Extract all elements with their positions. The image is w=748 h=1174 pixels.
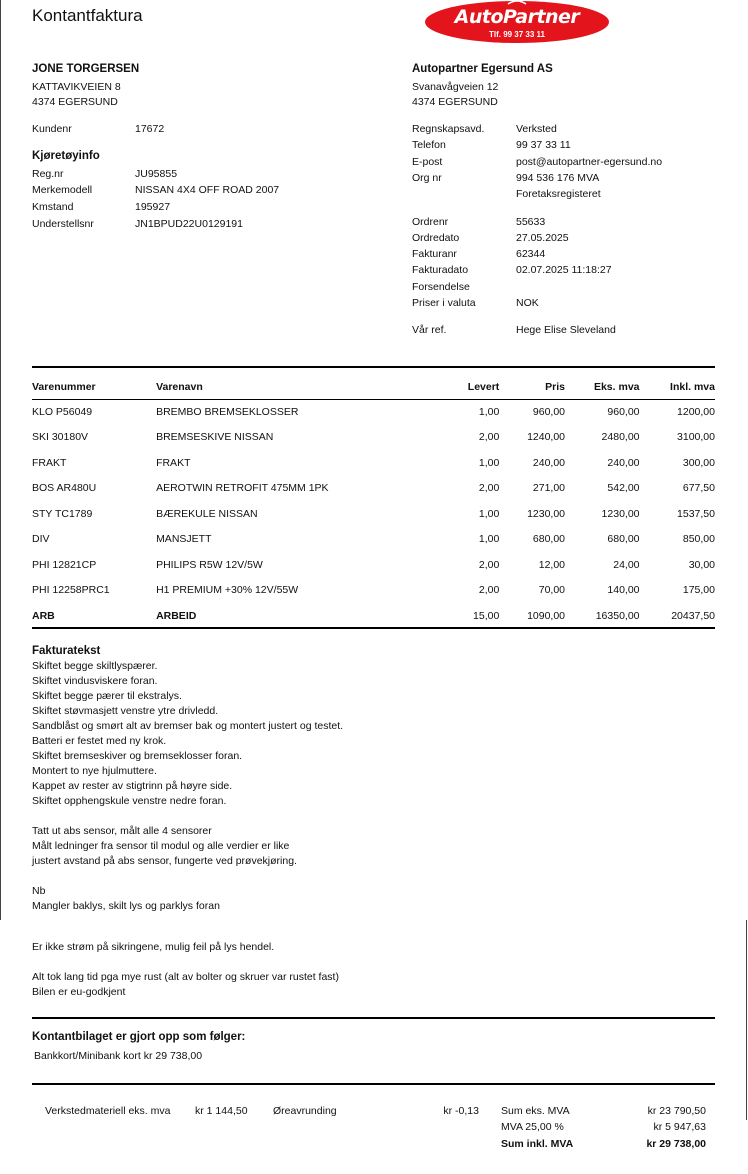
cell-levert: 2,00 [478,584,500,597]
payment-line: Bankkort/Minibank kort kr 29 738,00 [34,1050,203,1062]
verksted-value: kr 1 144,50 [195,1105,248,1117]
cell-varenummer: PHI 12821CP [32,558,97,571]
info-value: Foretaksregisteret [516,188,601,200]
order-label: Fakturadato [412,264,469,276]
mva-label: MVA 25,00 % [501,1121,564,1133]
fakturatekst-line [32,809,632,824]
cell-pris: 70,00 [538,584,566,597]
cell-varenummer: ARB [32,609,55,622]
cell-inkl-mva: 300,00 [682,456,715,469]
col-header-inkl-mva: Inkl. mva [670,381,715,393]
cell-varenavn: H1 PREMIUM +30% 12V/55W [156,584,299,597]
table-row-labor [32,603,715,629]
table-top-rule [32,366,715,368]
cell-levert: 1,00 [478,507,500,520]
col-header-pris: Pris [545,381,566,393]
vehicle-label-model: Merkemodell [32,184,93,196]
cell-varenummer: FRAKT [32,456,67,469]
cell-eks-mva: 1230,00 [601,507,640,520]
cell-eks-mva: 16350,00 [595,609,640,622]
table-row [32,476,715,502]
cell-varenavn: BREMBO BREMSEKLOSSER [156,405,299,418]
kundenr-value: 17672 [135,123,165,135]
cell-levert: 2,00 [478,431,500,444]
items-table [32,375,715,629]
cell-eks-mva: 542,00 [607,482,640,495]
company-address1: Svanavågveien 12 [412,81,499,93]
cell-varenavn: FRAKT [156,456,191,469]
order-label: Forsendelse [412,281,470,293]
sum-inkl-label: Sum inkl. MVA [501,1138,574,1150]
col-header-eks-mva: Eks. mva [593,381,640,393]
cell-eks-mva: 2480,00 [601,431,640,444]
info-label: Telefon [412,139,446,151]
cell-eks-mva: 680,00 [607,533,640,546]
order-value: 27.05.2025 [516,232,569,244]
fakturatekst-line: Alt tok lang tid pga mye rust (alt av bolter og skruer var rustet fast) [32,971,339,983]
cell-varenummer: SKI 30180V [32,431,89,444]
order-value: 02.07.2025 11:18:27 [516,264,612,276]
vehicle-value-regnr: JU95855 [135,168,178,180]
table-row [32,425,715,451]
fakturatekst-line: Nb [32,885,46,897]
table-row [32,450,715,476]
payment-heading: Kontantbilaget er gjort opp som følger: [32,1031,246,1043]
cell-inkl-mva: 20437,50 [671,609,715,622]
cell-pris: 960,00 [532,405,566,418]
vehicle-label-regnr: Reg.nr [32,168,64,180]
cell-pris: 680,00 [532,533,566,546]
cell-levert: 1,00 [478,405,500,418]
cell-pris: 12,00 [538,558,566,571]
cell-levert: 1,00 [478,456,500,469]
cell-levert: 1,00 [478,533,500,546]
table-row [32,399,715,425]
payment-top-rule [32,1017,715,1019]
cell-inkl-mva: 677,50 [682,482,715,495]
cell-pris: 1230,00 [527,507,566,520]
cell-varenummer: BOS AR480U [32,482,97,495]
cell-eks-mva: 24,00 [613,558,640,571]
order-value: NOK [516,297,539,309]
kundenr-label: Kundenr [32,123,72,135]
mva-value: kr 5 947,63 [653,1121,706,1133]
fakturatekst-line [32,955,632,970]
info-label: E-post [412,156,443,168]
fakturatekst-line: Skiftet begge pærer til ekstralys. [32,690,182,702]
cell-eks-mva: 140,00 [607,584,640,597]
logo-phone: Tlf. 99 37 33 11 [488,30,546,39]
fakturatekst-line: Skiftet begge skiltlyspærer. [32,660,158,672]
ore-label: Øreavrunding [273,1105,337,1117]
fakturatekst-line: Bilen er eu-godkjent [32,986,126,998]
fakturatekst-line: justert avstand på abs sensor, fungerte ved prøvekjøring. [32,855,297,867]
cell-eks-mva: 240,00 [607,456,640,469]
table-row [32,578,715,604]
cell-varenummer: STY TC1789 [32,507,93,520]
company-name: Autopartner Egersund AS [412,63,553,75]
fakturatekst-line: Tatt ut abs sensor, målt alle 4 sensorer [32,825,212,837]
cell-varenavn: AEROTWIN RETROFIT 475MM 1PK [156,482,329,495]
fakturatekst-line: Skiftet støvmasjett venstre ytre drivledd. [32,705,219,717]
page-right-edge [746,920,747,1120]
col-header-varenummer: Varenummer [32,381,96,393]
cell-inkl-mva: 850,00 [682,533,715,546]
verksted-label: Verkstedmateriell eks. mva [45,1105,171,1117]
cell-inkl-mva: 175,00 [682,584,715,597]
cell-pris: 271,00 [532,482,566,495]
cell-inkl-mva: 1537,50 [677,507,715,520]
fakturatekst-line: Målt ledninger fra sensor til modul og alle verdier er like [32,840,290,852]
sum-inkl-value: kr 29 738,00 [646,1138,706,1150]
order-value: 55633 [516,216,546,228]
vehicle-value-vin: JN1BPUD22U0129191 [135,218,243,230]
table-row [32,501,715,527]
cell-varenummer: DIV [32,533,50,546]
sum-eks-label: Sum eks. MVA [501,1105,570,1117]
fakturatekst-line: Sandblåst og smørt alt av bremser bak og montert justert og testet. [32,720,344,732]
sum-eks-value: kr 23 790,50 [647,1105,706,1117]
customer-address1: KATTAVIKVEIEN 8 [32,81,121,93]
vehicle-label-km: Kmstand [32,201,74,213]
cell-pris: 1090,00 [527,609,566,622]
order-label: Fakturanr [412,248,457,260]
page-title: Kontantfaktura [32,6,143,25]
col-header-varenavn: Varenavn [156,381,203,393]
cell-varenavn: BÆREKULE NISSAN [156,507,258,520]
ore-value: kr -0,13 [443,1105,479,1117]
order-label: Priser i valuta [412,297,476,309]
order-label: Ordrenr [412,216,449,228]
logo-text: AutoPartner [454,6,580,28]
col-header-levert: Levert [467,381,500,393]
ref-value: Hege Elise Sleveland [516,324,616,336]
info-label: Regnskapsavd. [412,123,485,135]
info-label: Org nr [412,172,442,184]
vehicle-value-model: NISSAN 4X4 OFF ROAD 2007 [135,184,280,196]
fakturatekst-line: Er ikke strøm på sikringene, mulig feil på lys hendel. [32,941,275,953]
info-value: Verksted [516,123,557,135]
fakturatekst-block-2 [32,940,632,1000]
vehicle-value-km: 195927 [135,201,171,213]
table-row [32,527,715,553]
fakturatekst-line: Kappet av rester av stigtrinn på høyre side. [32,780,233,792]
customer-address2: 4374 EGERSUND [32,96,118,108]
customer-name: JONE TORGERSEN [32,63,140,75]
fakturatekst-line [32,869,632,884]
cell-pris: 240,00 [532,456,566,469]
info-value: 99 37 33 11 [516,139,571,151]
fakturatekst-heading: Fakturatekst [32,645,101,657]
cell-inkl-mva: 30,00 [688,558,715,571]
cell-levert: 15,00 [473,609,500,622]
autopartner-logo [424,0,610,44]
cell-inkl-mva: 1200,00 [677,405,715,418]
info-value: 994 536 176 MVA [516,172,600,184]
cell-levert: 2,00 [478,558,500,571]
cell-varenavn: PHILIPS R5W 12V/5W [156,558,263,571]
fakturatekst-line: Skiftet vindusviskere foran. [32,675,158,687]
fakturatekst-line: Skiftet bremseskiver og bremseklosser foran. [32,750,243,762]
company-address2: 4374 EGERSUND [412,96,498,108]
ref-label: Vår ref. [412,324,447,336]
order-value: 62344 [516,248,546,260]
fakturatekst-block-1 [32,659,632,914]
cell-varenavn: BREMSESKIVE NISSAN [156,431,274,444]
page-left-edge [0,0,1,920]
cell-varenummer: KLO P56049 [32,405,93,418]
cell-varenummer: PHI 12258PRC1 [32,584,110,597]
fakturatekst-line: Skiftet opphengskule venstre nedre foran. [32,795,227,807]
cell-eks-mva: 960,00 [607,405,640,418]
cell-varenavn: MANSJETT [156,533,212,546]
table-row [32,552,715,578]
vehicle-label-vin: Understellsnr [32,218,94,230]
cell-varenavn: ARBEID [156,609,197,622]
fakturatekst-line: Mangler baklys, skilt lys og parklys foran [32,900,220,912]
order-label: Ordredato [412,232,460,244]
table-header-row [32,375,715,399]
cell-levert: 2,00 [478,482,500,495]
fakturatekst-line: Montert to nye hjulmuttere. [32,765,157,777]
email-link[interactable]: post@autopartner-egersund.no [516,156,663,168]
vehicle-heading: Kjøretøyinfo [32,150,100,162]
cell-inkl-mva: 3100,00 [677,431,715,444]
cell-pris: 1240,00 [527,431,566,444]
fakturatekst-line: Batteri er festet med ny krok. [32,735,167,747]
payment-bottom-rule [32,1083,715,1085]
